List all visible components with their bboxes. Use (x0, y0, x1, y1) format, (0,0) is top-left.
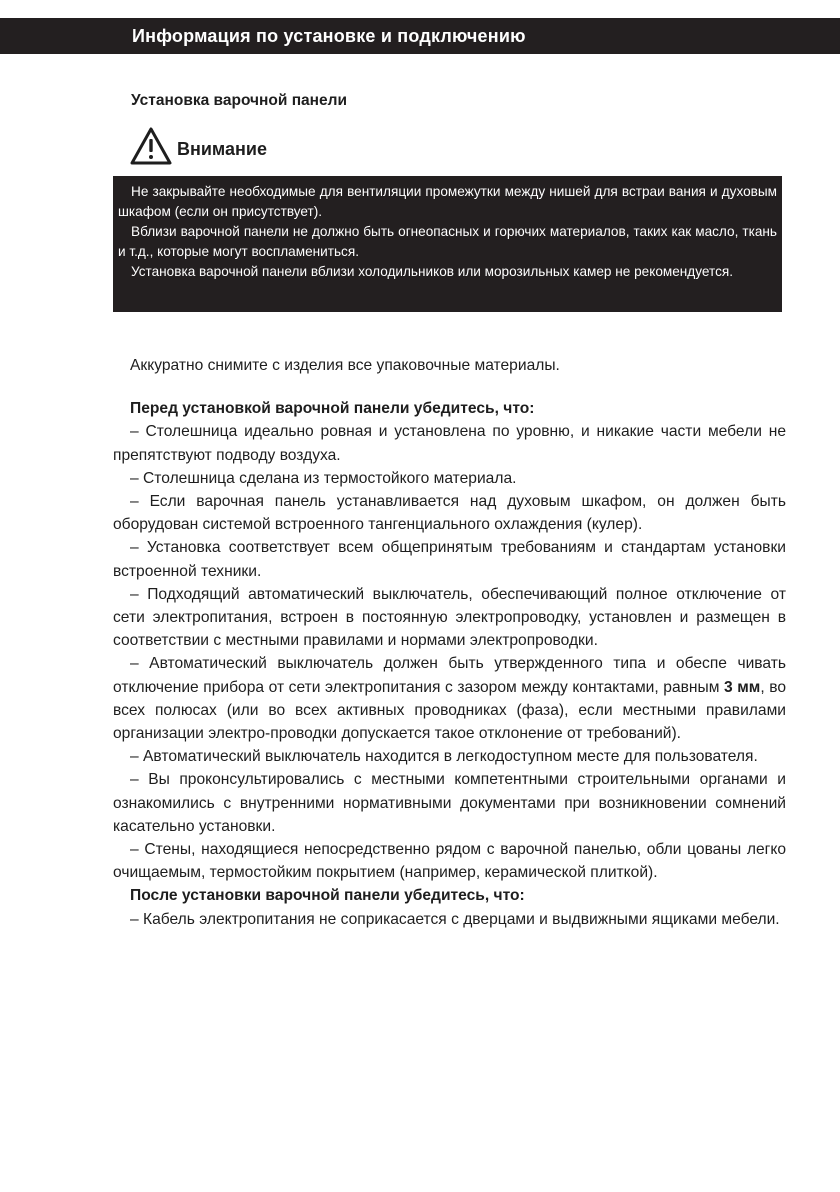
list-item: – Установка соответствует всем общепринятым требованиям и стандартам установки встроенной техники. (113, 539, 786, 580)
body-text (113, 354, 786, 931)
header-bar (0, 18, 840, 54)
after-heading: После установки варочной панели убедитесь, что: (130, 887, 525, 905)
warning-text: Не закрывайте необходимые для вентиляции промежутки между нишей для встраи вания и духовым шкафом (если он присутствует). (118, 184, 777, 219)
list-item: – Кабель электропитания не соприкасается с дверцами и выдвижными ящиками мебели. (130, 910, 780, 928)
list-item: – Если варочная панель устанавливается над духовым шкафом, он должен быть оборудован системой встроенного тангенциального охлаждения (кулер). (113, 493, 786, 534)
list-item: – Стены, находящиеся непосредственно рядом с варочной панелью, обли цованы легко очищаемым, термостойким покрытием (например, керамической плиткой). (113, 841, 786, 882)
list-item: – Вы проконсультировались с местными компетентными строительными органами и ознакомились с внутренними нормативными документами при возникновении сомнений касательно установки. (113, 771, 786, 835)
list-item: – Автоматический выключатель находится в легкодоступном месте для пользователя. (130, 748, 758, 766)
intro-paragraph: Аккуратно снимите с изделия все упаковочные материалы. (130, 357, 560, 374)
warning-box (113, 176, 782, 312)
warning-text: Вблизи варочной панели не должно быть огнеопасных и горючих материалов, таких как масло, ткань и т.д., которые могут воспламениться. (118, 224, 777, 259)
list-item: – Столешница сделана из термостойкого материала. (130, 469, 517, 487)
list-item: – Автоматический выключатель должен быть утвержденного типа и обеспе чивать отключение прибора от сети электропитания с зазором между контактами, равным 3 мм, во всех полюсах (или во всех активных проводниках (фаза), если местными правилами организации электро-проводки допускается такое отклонение от требований). (113, 655, 787, 743)
section-title: Установка варочной панели (131, 92, 348, 109)
list-item: – Столешница идеально ровная и установлена по уровню, и никакие части мебели не препятствуют подводу воздуха. (113, 423, 786, 464)
warning-triangle-icon (129, 126, 173, 168)
warning-text: Установка варочной панели вблизи холодильников или морозильных камер не рекомендуется. (131, 264, 733, 279)
list-item: – Подходящий автоматический выключатель, обеспечивающий полное отключение от сети электропитания, встроен в постоянную электропроводку, установлен и размещен в соответствии с местными правилами и нормами электропроводки. (113, 585, 786, 650)
warning-label: Внимание (177, 139, 267, 159)
before-heading: Перед установкой варочной панели убедитесь, что: (130, 400, 535, 418)
page-title: Информация по установке и подключению (132, 26, 526, 46)
